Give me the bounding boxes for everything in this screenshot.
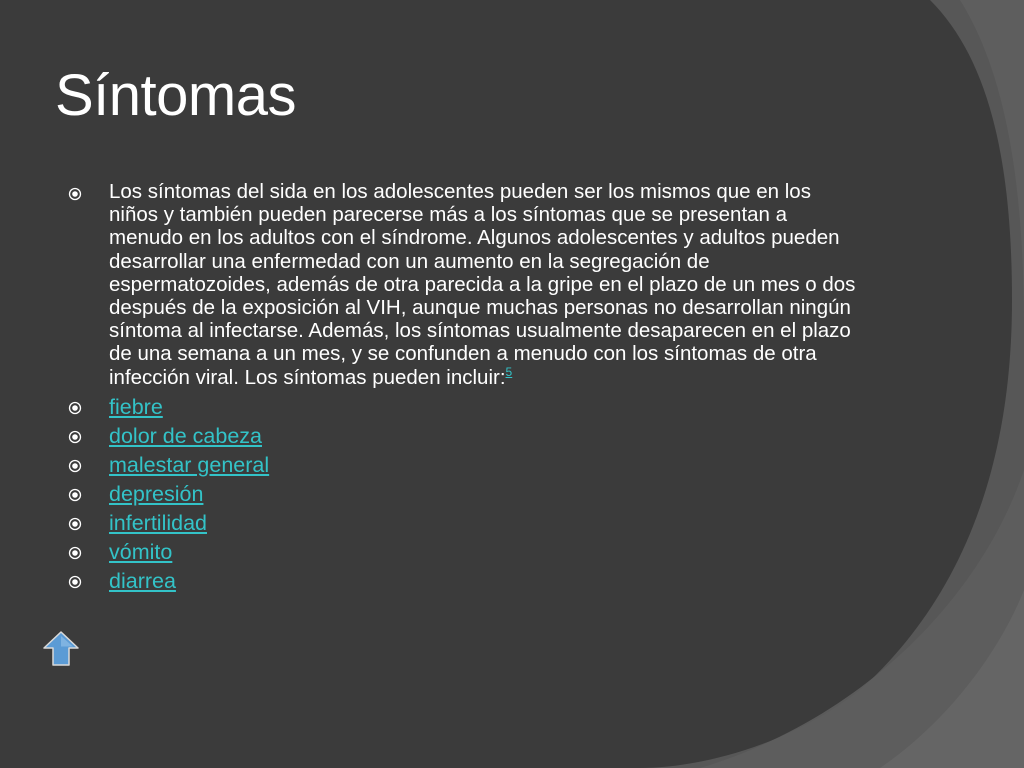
circle-bullet-icon (68, 459, 82, 473)
list-item (66, 422, 856, 451)
circle-bullet-icon (68, 187, 82, 201)
symptom-link-dolor-de-cabeza[interactable]: dolor de cabeza (109, 423, 262, 448)
symptom-link-malestar-general[interactable]: malestar general (109, 452, 270, 477)
circle-bullet-icon (68, 401, 82, 415)
symptom-link-vomito[interactable]: vómito (109, 539, 173, 564)
intro-bullet (66, 180, 856, 389)
list-item (66, 509, 856, 538)
circle-bullet-icon (68, 488, 82, 502)
intro-paragraph (109, 180, 856, 389)
slide-title: Síntomas (55, 63, 296, 128)
reference-link[interactable]: 5 (505, 364, 513, 379)
slide-content (66, 180, 856, 596)
list-item (66, 567, 856, 596)
symptom-link-depresion[interactable]: depresión (109, 481, 204, 506)
circle-bullet-icon (68, 430, 82, 444)
list-item (66, 451, 856, 480)
list-item (66, 538, 856, 567)
list-item (66, 393, 856, 422)
symptom-link-diarrea[interactable]: diarrea (109, 568, 176, 593)
list-item (66, 480, 856, 509)
circle-bullet-icon (68, 546, 82, 560)
circle-bullet-icon (68, 517, 82, 531)
symptom-link-infertilidad[interactable]: infertilidad (109, 510, 207, 535)
symptom-link-fiebre[interactable]: fiebre (109, 394, 163, 419)
intro-text: Los síntomas del sida en los adolescentes pueden ser los mismos que en los niños y también pueden parecerse más a los síntomas que se presentan a menudo en los adultos con el síndrome. Algunos adolescentes y adultos pueden desarrollar una enfermedad con un aumento en la segregación de espermatozoides, además de otra parecida a la gripe en el plazo de un mes o dos después de la exposición al VIH, aunque muchas personas no desarrollan ningún síntoma al infectarse. Además, los síntomas usualmente desaparecen en el plazo de una semana a un mes, y se confunden a menudo con los síntomas de otra infección viral. Los síntomas pueden incluir: (109, 180, 856, 389)
up-arrow-icon[interactable] (42, 630, 80, 668)
circle-bullet-icon (68, 575, 82, 589)
